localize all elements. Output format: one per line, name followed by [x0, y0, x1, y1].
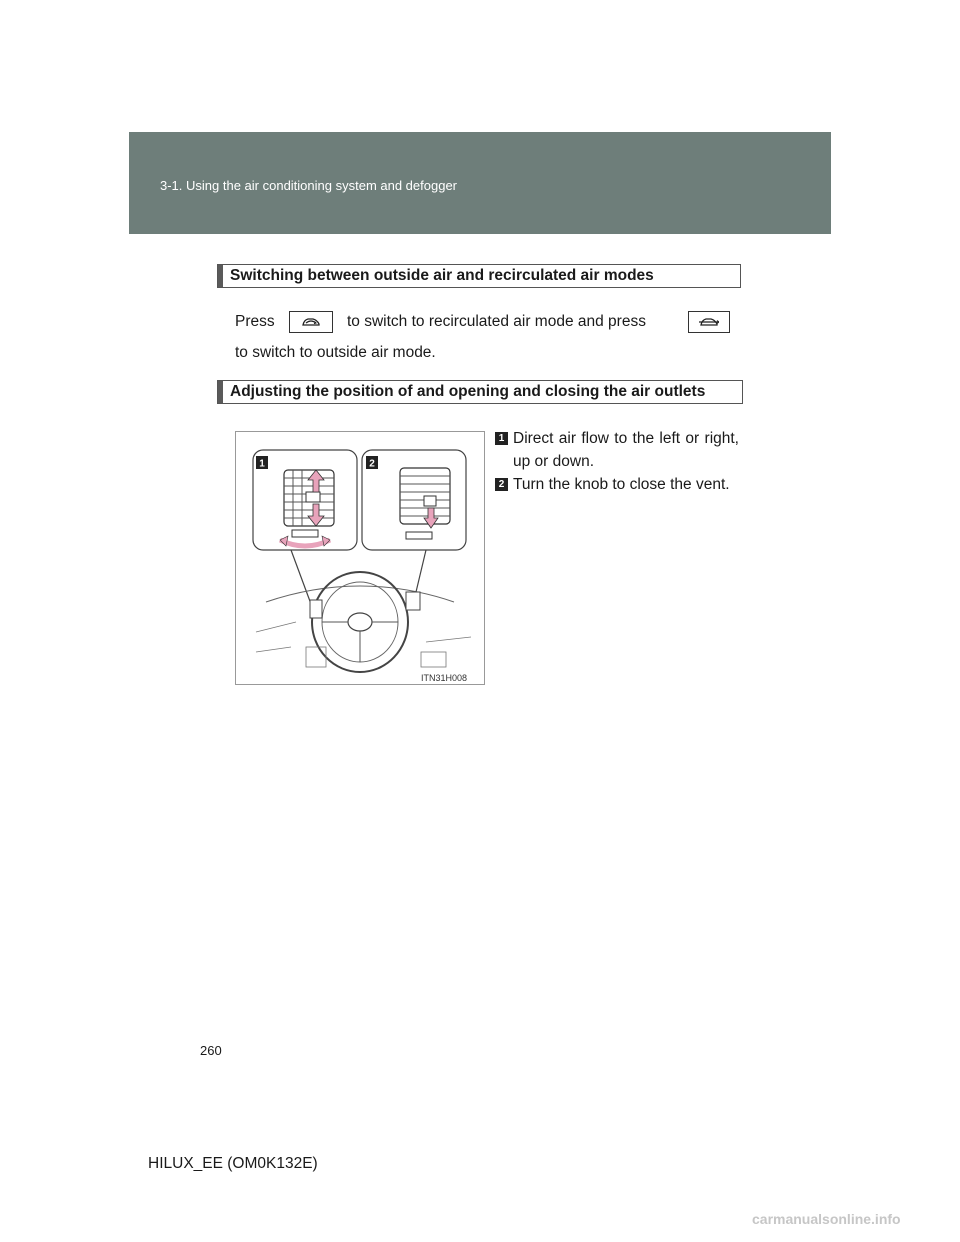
- instruction-item-1: [495, 427, 739, 473]
- item-number-1: 1: [495, 432, 508, 445]
- header-band: [129, 132, 831, 234]
- figure-code: ITN31H008: [420, 673, 468, 683]
- switch-outside-text: to switch to outside air mode.: [235, 344, 436, 361]
- recirculated-air-button: [289, 311, 333, 333]
- recirculated-air-icon: [301, 316, 321, 328]
- instruction-item-2: [495, 473, 739, 496]
- watermark: carmanualsonline.info: [752, 1211, 901, 1227]
- page-number: 260: [200, 1043, 222, 1058]
- section-title-air-outlets: Adjusting the position of and opening and closing the air outlets: [217, 380, 743, 404]
- outside-air-icon: [699, 316, 719, 328]
- callout-1: 1: [259, 458, 265, 470]
- item-number-2: 2: [495, 478, 508, 491]
- section-title-air-modes: Switching between outside air and recirculated air modes: [217, 264, 741, 288]
- air-outlet-illustration: [235, 431, 485, 685]
- item-text-2: Turn the knob to close the vent.: [513, 476, 730, 493]
- document-code: HILUX_EE (OM0K132E): [148, 1155, 318, 1172]
- outside-air-button: [688, 311, 730, 333]
- callout-2: 2: [369, 458, 375, 470]
- item-text-1: Direct air flow to the left or right, up or down.: [513, 430, 739, 470]
- section-header: 3-1. Using the air conditioning system and defogger: [160, 178, 458, 193]
- switch-recirculated-text: to switch to recirculated air mode and press: [347, 313, 646, 330]
- press-label: Press: [235, 313, 275, 330]
- dashboard-vents-drawing: [236, 432, 484, 684]
